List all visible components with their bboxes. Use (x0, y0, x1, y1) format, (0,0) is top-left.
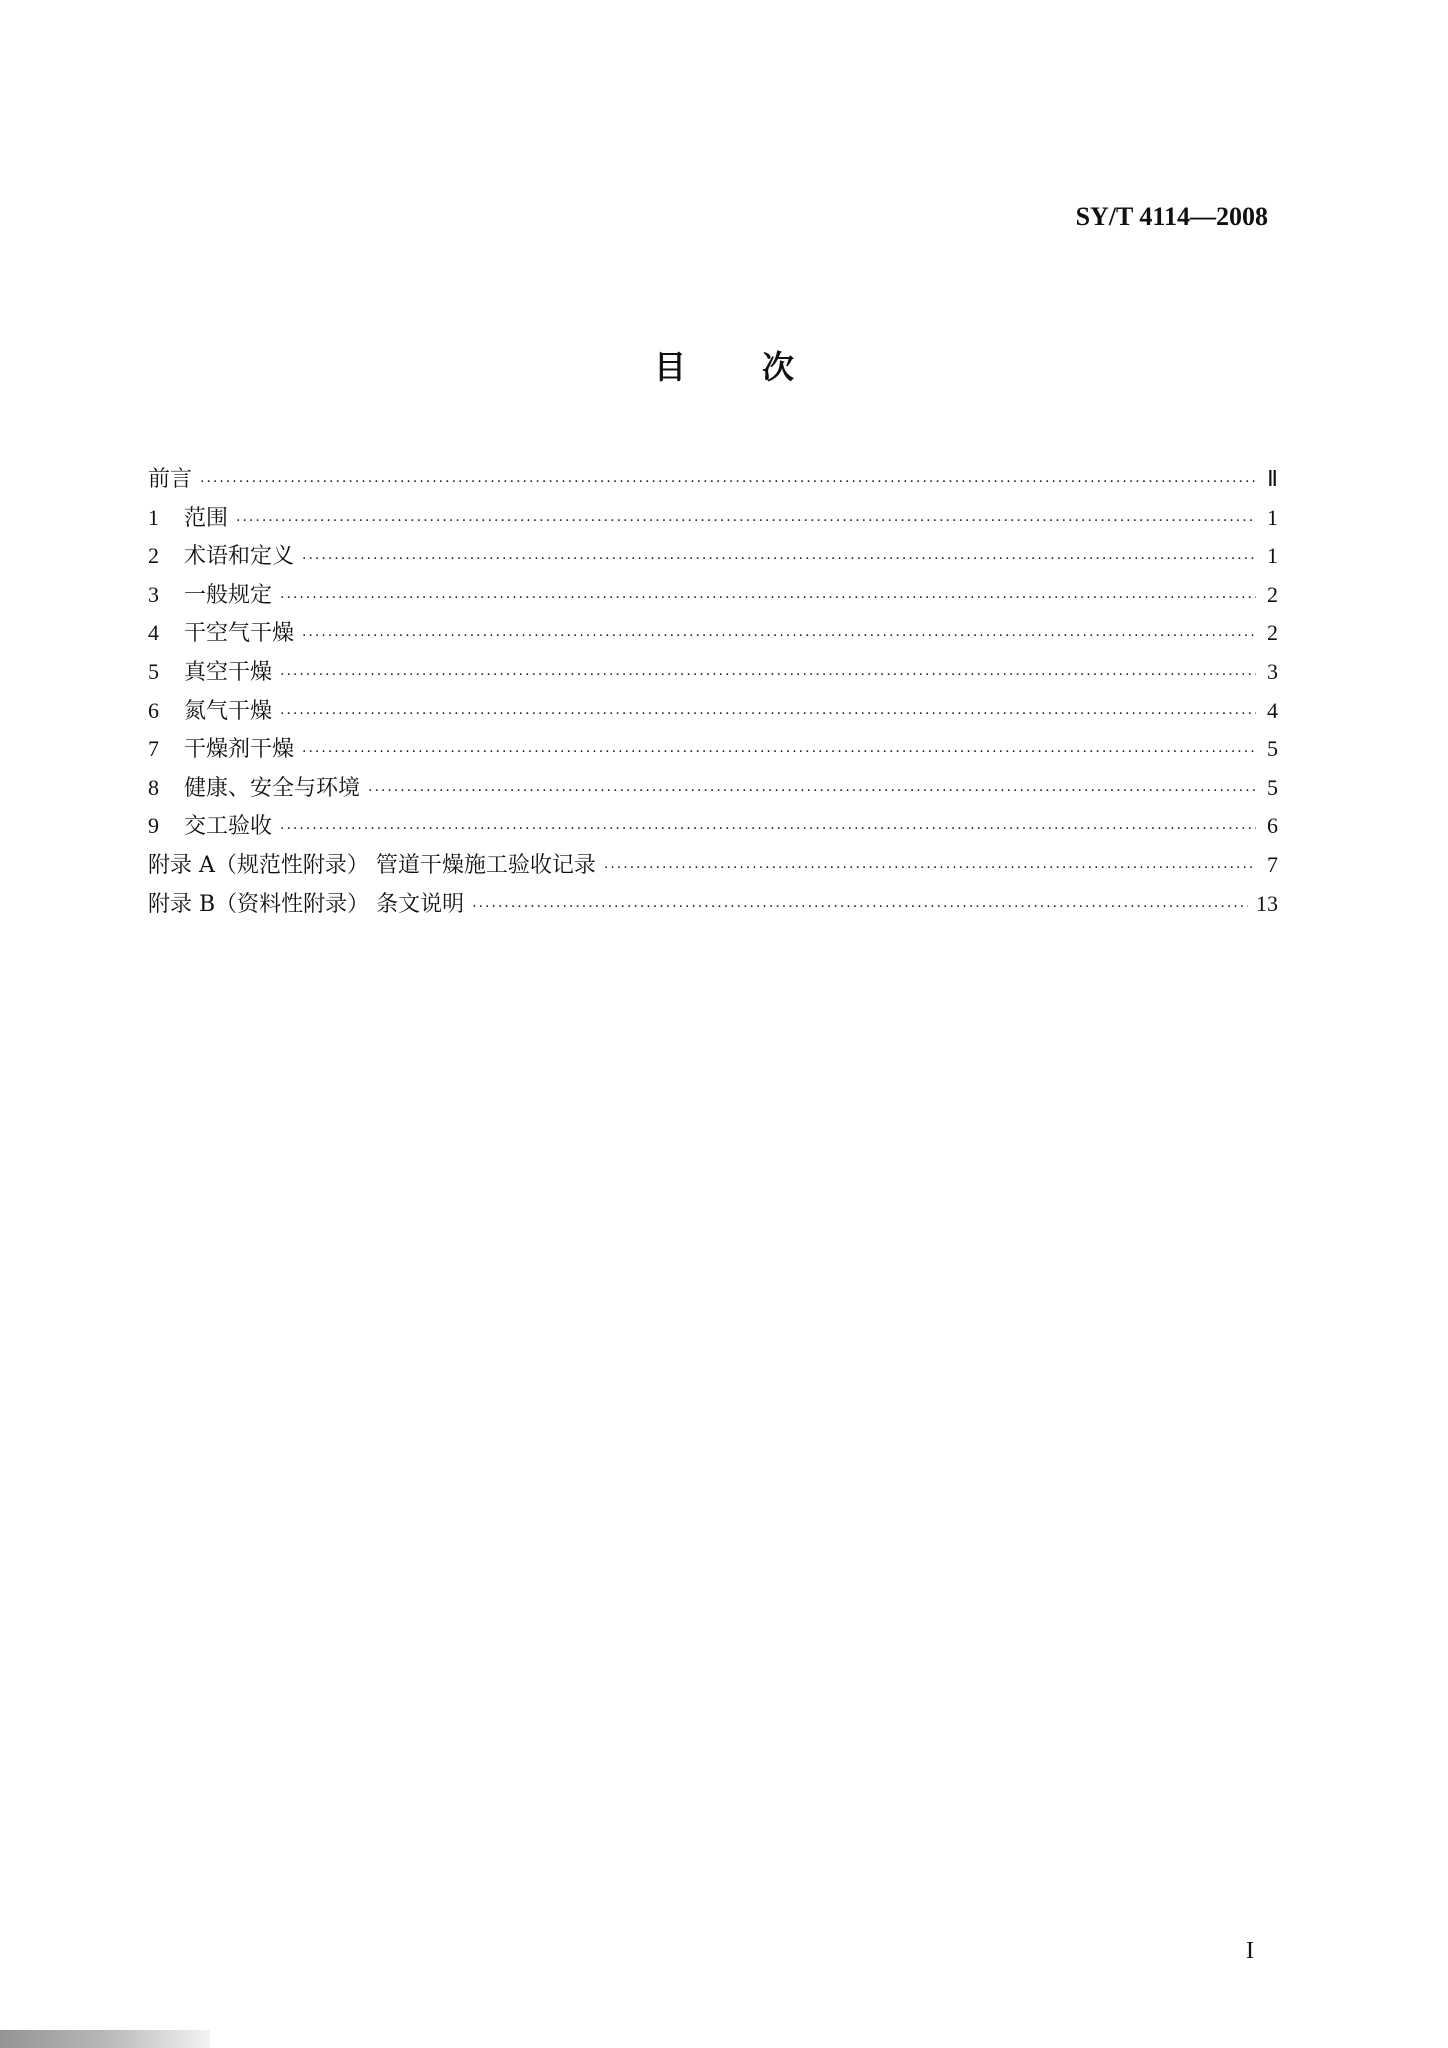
toc-entry[interactable] (148, 771, 1278, 810)
toc-entry-page: 3 (1267, 658, 1278, 684)
toc-entry[interactable] (148, 578, 1278, 617)
toc-entry[interactable] (148, 887, 1278, 926)
toc-entry[interactable] (148, 501, 1278, 540)
toc-entry-page: 13 (1256, 890, 1278, 916)
dot-leader (280, 706, 1256, 722)
toc-entry-page: 6 (1267, 813, 1278, 839)
toc-entry-label: 干燥剂干燥 (184, 737, 295, 763)
toc-entry-label: 范围 (184, 505, 229, 531)
toc-entry-label: 氮气干燥 (184, 698, 273, 724)
dot-leader (302, 744, 1256, 760)
toc-entry-label: 附录 A（规范性附录） 管道干燥施工验收记录 (148, 852, 596, 878)
toc-entry-label: 交工验收 (184, 814, 273, 840)
dot-leader (280, 821, 1256, 837)
toc-entry-page: 5 (1267, 736, 1278, 762)
toc-entry-number: 6 (148, 697, 159, 723)
toc-entry[interactable] (148, 462, 1278, 501)
toc-entry-label: 一般规定 (184, 582, 273, 608)
dot-leader (280, 590, 1256, 606)
dot-leader (604, 860, 1256, 876)
toc-entry-page: 4 (1267, 697, 1278, 723)
toc-entry-page: 2 (1267, 620, 1278, 646)
dot-leader (280, 667, 1256, 683)
toc-entry-number: 7 (148, 736, 159, 762)
toc-entry-page: 7 (1267, 851, 1278, 877)
dot-leader (472, 899, 1248, 915)
toc-entry-label: 健康、安全与环境 (184, 775, 361, 801)
toc-entry-label: 术语和定义 (184, 544, 295, 570)
toc-entry-label: 真空干燥 (184, 659, 273, 685)
toc-entry-page: 2 (1267, 581, 1278, 607)
toc-entry-number: 9 (148, 813, 159, 839)
toc-entry-page: 5 (1267, 774, 1278, 800)
toc-entry-label: 前言 (148, 467, 193, 492)
dot-leader (368, 783, 1256, 799)
page-title (0, 342, 1448, 388)
table-of-contents (148, 462, 1278, 925)
toc-entry-number: 2 (148, 543, 159, 569)
toc-entry-page: Ⅱ (1267, 466, 1278, 491)
toc-entry[interactable] (148, 616, 1278, 655)
toc-entry[interactable] (148, 732, 1278, 771)
toc-entry-number: 8 (148, 774, 159, 800)
toc-entry-number: 3 (148, 581, 159, 607)
toc-entry-number: 1 (148, 504, 159, 530)
dot-leader (200, 474, 1256, 490)
toc-entry[interactable] (148, 539, 1278, 578)
toc-entry-label: 附录 B（资料性附录） 条文说明 (148, 891, 465, 917)
dot-leader (302, 628, 1256, 644)
title-char: 目 (653, 348, 686, 386)
dot-leader (302, 551, 1256, 567)
title-char: 次 (762, 348, 795, 386)
page-number: I (1246, 1938, 1254, 1964)
scan-artifact (0, 2030, 210, 2048)
dot-leader (236, 513, 1256, 529)
toc-entry[interactable] (148, 694, 1278, 733)
toc-entry-number: 5 (148, 658, 159, 684)
toc-entry[interactable] (148, 848, 1278, 887)
toc-entry-page: 1 (1267, 543, 1278, 569)
standard-code: SY/T 4114—2008 (1075, 202, 1268, 231)
toc-entry-page: 1 (1267, 504, 1278, 530)
toc-entry-label: 干空气干燥 (184, 621, 295, 647)
toc-entry[interactable] (148, 655, 1278, 694)
toc-entry[interactable] (148, 809, 1278, 848)
toc-entry-number: 4 (148, 620, 159, 646)
